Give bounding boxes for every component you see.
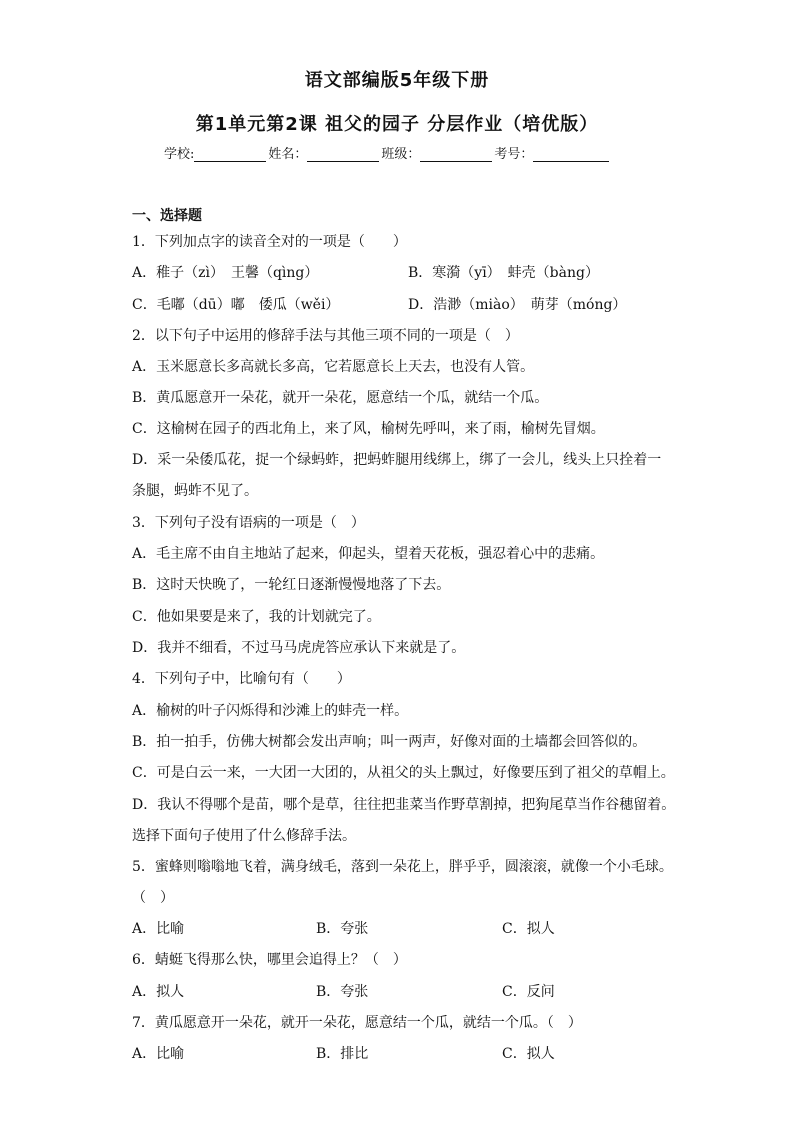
class-blank[interactable] [420, 146, 492, 162]
q2-option-c[interactable]: C．这榆树在园子的西北角上，来了风，榆树先呼叫，来了雨，榆树先冒烟。 [132, 421, 605, 437]
q3-option-d[interactable]: D．我并不细看，不过马马虎虎答应承认下来就是了。 [132, 640, 466, 656]
q2-option-b[interactable]: B．黄瓜愿意开一朵花，就开一朵花，愿意结一个瓜，就结一个瓜。 [132, 390, 549, 406]
q5-answer-paren: （ ） [132, 890, 174, 906]
q1-option-b[interactable]: B．寒漪（yī） 蚌壳（bàng） [408, 265, 599, 281]
q2-stem: 2．以下句子中运用的修辞手法与其他三项不同的一项是（ ） [132, 328, 519, 344]
exam-number-blank[interactable] [533, 146, 609, 162]
section-title: 一、选择题 [132, 208, 202, 224]
q7-option-b[interactable]: B．排比 [316, 1046, 369, 1062]
q2-option-d-line1[interactable]: D．采一朵倭瓜花，捉一个绿蚂蚱，把蚂蚱腿用线绑上，绑了一会儿，线头上只拴着一 [132, 452, 662, 468]
q6-option-c[interactable]: C．反问 [502, 984, 555, 1000]
q3-stem: 3．下列句子没有语病的一项是（ ） [132, 515, 365, 531]
q6-stem: 6．蜻蜓飞得那么快，哪里会追得上？（ ） [132, 952, 407, 968]
q3-option-c[interactable]: C．他如果要是来了，我的计划就完了。 [132, 609, 381, 625]
q5-option-c[interactable]: C．拟人 [502, 921, 555, 937]
q6-option-b[interactable]: B．夸张 [316, 984, 369, 1000]
q3-option-a[interactable]: A．毛主席不由自主地站了起来，仰起头，望着天花板，强忍着心中的悲痛。 [132, 546, 605, 562]
q5-option-b[interactable]: B．夸张 [316, 921, 369, 937]
q1-option-a[interactable]: A．稚子（zì） 王馨（qìng） [132, 265, 319, 281]
q4-option-d[interactable]: D．我认不得哪个是苗，哪个是草，往往把韭菜当作野草割掉，把狗尾草当作谷穗留着。 [132, 797, 676, 813]
q6-option-a[interactable]: A．拟人 [132, 984, 185, 1000]
exam-number-label: 考号： [494, 147, 534, 162]
q7-stem: 7．黄瓜愿意开一朵花，就开一朵花，愿意结一个瓜，就结一个瓜。（ ） [132, 1015, 582, 1031]
q5-option-a[interactable]: A．比喻 [132, 921, 185, 937]
q4-stem: 4．下列句子中，比喻句有（ ） [132, 671, 351, 687]
q3-option-b[interactable]: B．这时天快晚了，一轮红日逐渐慢慢地落了下去。 [132, 577, 451, 593]
name-blank[interactable] [307, 146, 379, 162]
worksheet-title: 语文部编版5年级下册 [304, 70, 490, 91]
class-label: 班级： [381, 147, 421, 162]
school-label: 学校: [164, 147, 195, 162]
q2-option-d-line2: 条腿，蚂蚱不见了。 [132, 483, 258, 499]
q1-option-d[interactable]: D．浩渺（miào） 萌芽（móng） [408, 297, 627, 313]
q1-stem: 1．下列加点字的读音全对的一项是（ ） [132, 234, 407, 250]
q4-option-b[interactable]: B．拍一拍手，仿佛大树都会发出声响；叫一两声，好像对面的土墙都会回答似的。 [132, 734, 647, 750]
student-info-row [164, 143, 611, 162]
q4-option-c[interactable]: C．可是白云一来，一大团一大团的，从祖父的头上飘过，好像要压到了祖父的草帽上。 [132, 765, 675, 781]
q7-option-a[interactable]: A．比喻 [132, 1046, 185, 1062]
school-blank[interactable] [194, 146, 266, 162]
q1-option-c[interactable]: C．毛嘟（dū）嘟 倭瓜（wěi） [132, 297, 340, 313]
q2-option-a[interactable]: A．玉米愿意长多高就长多高，它若愿意长上天去，也没有人管。 [132, 359, 535, 375]
q4-option-a[interactable]: A．榆树的叶子闪烁得和沙滩上的蚌壳一样。 [132, 703, 409, 719]
worksheet-subtitle: 第1单元第2课 祖父的园子 分层作业（培优版） [195, 114, 599, 135]
group-instruction: 选择下面句子使用了什么修辞手法。 [132, 828, 356, 844]
q5-stem: 5．蜜蜂则嗡嗡地飞着，满身绒毛，落到一朵花上，胖乎乎，圆滚滚，就像一个小毛球。 [132, 859, 673, 875]
name-label: 姓名： [268, 147, 308, 162]
q7-option-c[interactable]: C．拟人 [502, 1046, 555, 1062]
